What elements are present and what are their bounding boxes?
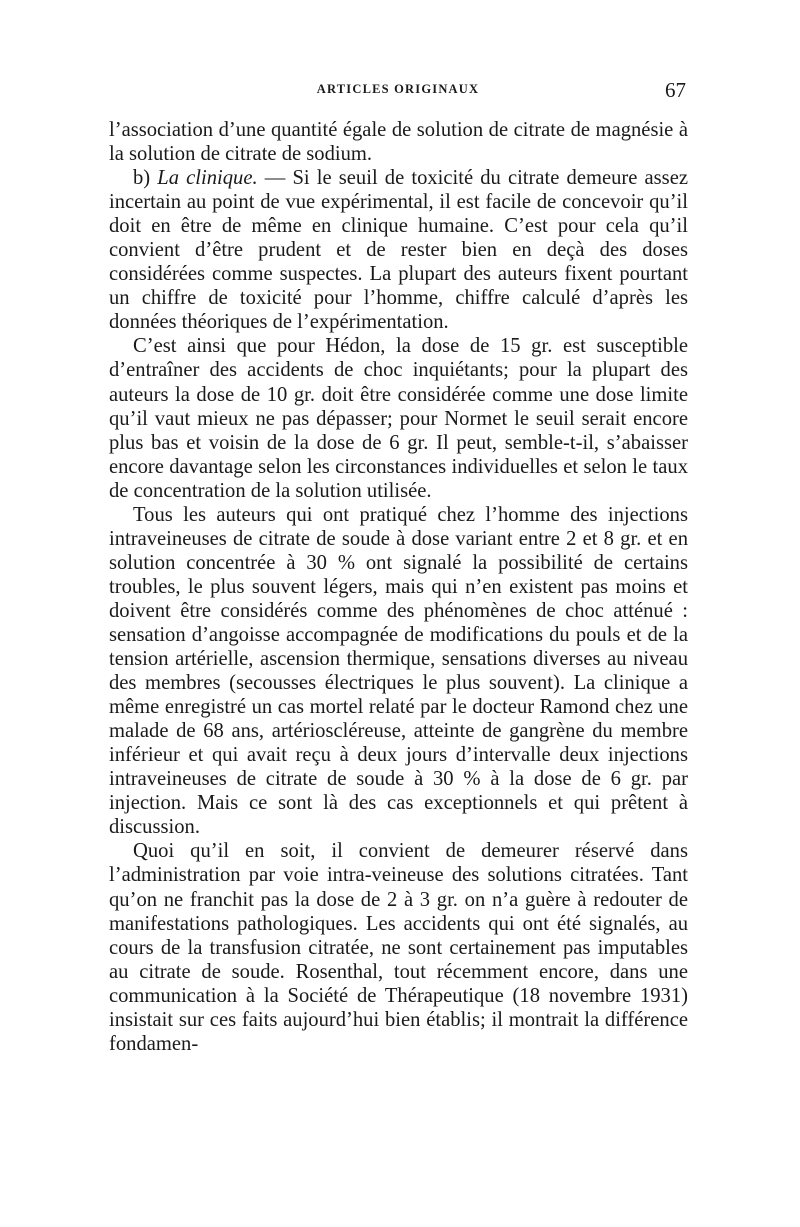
body-text xyxy=(109,118,688,1056)
paragraph-2 xyxy=(109,166,688,334)
paragraph-5: Quoi qu’il en soit, il convient de demeurer réservé dans l’administration par voie intra-veineuse des solutions citratées. Tant qu’on ne franchit pas la dose de 2 à 3 gr. on n’a guère à redouter de manifestations pathologiques. Les accidents qui ont été signalés, au cours de la transfusion citratée, ne sont certainement pas imputables au citrate de soude. Rosenthal, tout récemment encore, dans une communication à la Société de Thérapeutique (18 novembre 1931) insistait sur ces faits aujourd’hui bien établis; il montrait la différence fondamen- xyxy=(109,840,688,1055)
running-head xyxy=(110,78,686,102)
section-label: b) xyxy=(133,167,151,190)
page-number: 67 xyxy=(665,78,686,102)
section-title: La clinique. xyxy=(157,167,258,190)
paragraph-3: C’est ainsi que pour Hédon, la dose de 15 gr. est susceptible d’entraîner des accidents de choc inquiétants; pour la plupart des auteurs la dose de 10 gr. doit être considérée comme une dose limite qu’il vaut mieux ne pas dépasser; pour Normet le seuil serait encore plus bas et voisin de la dose de 6 gr. Il peut, semble-t-il, s’abaisser encore davantage selon les circonstances individuelles et selon le taux de concentration de la solution utilisée. xyxy=(109,335,688,502)
paragraph-2-text: — Si le seuil de toxicité du citrate demeure assez incertain au point de vue expérimental, il est facile de concevoir qu’il doit en être de même en clinique humaine. C’est pour cela qu’il convient d’être prudent et de rester bien en deçà des doses considérées comme suspectes. La plupart des auteurs fixent pourtant un chiffre de toxicité pour l’homme, chiffre calculé d’après les données théoriques de l’expérimentation. xyxy=(109,167,688,334)
paragraph-1: l’association d’une quantité égale de solution de citrate de magnésie à la solution de citrate de sodium. xyxy=(109,119,688,166)
running-title: ARTICLES ORIGINAUX xyxy=(316,82,480,96)
paragraph-4: Tous les auteurs qui ont pratiqué chez l’homme des injections intraveineuses de citrate de soude à dose variant entre 2 et 8 gr. et en solution concentrée à 30 % ont signalé la possibilité de certains troubles, le plus souvent légers, mais qui n’en existent pas moins et doivent être considérés comme des phénomènes de choc atténué : sensation d’angoisse accompagnée de modifications du pouls et de la tension artérielle, ascension thermique, sensations diverses au niveau des membres (secousses électriques le plus souvent). La clinique a même enregistré un cas mortel relaté par le docteur Ramond chez une malade de 68 ans, artérioscléreuse, atteinte de gangrène du membre inférieur et qui avait reçu à deux jours d’intervalle deux injections intraveineuses de citrate de soude à 30 % à la dose de 6 gr. par injection. Mais ce sont là des cas exceptionnels et qui prêtent à discussion. xyxy=(109,503,688,839)
